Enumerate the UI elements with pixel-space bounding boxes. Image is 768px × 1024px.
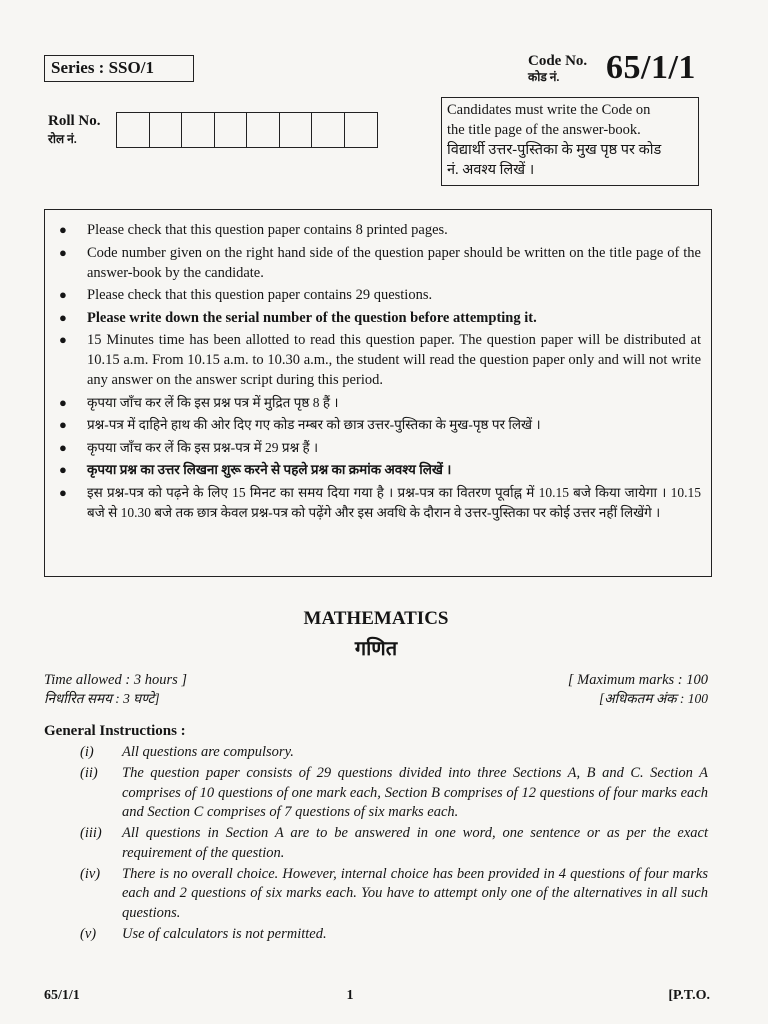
general-instruction-item (80, 865, 708, 924)
general-instruction-item (80, 743, 708, 763)
instruction-number: (i) (80, 744, 94, 760)
subject-title-hindi: गणित (354, 638, 398, 660)
general-instruction-text: There is no overall choice. However, internal choice has been provided in 4 questions of four marks each and 2 questions of six marks each. You have to attempt only one of the alternatives in all such questions. (122, 865, 708, 921)
bullet-icon: ● (59, 309, 67, 325)
pto-label: [P.T.O. (668, 988, 710, 1003)
subject-title: MATHEMATICS (303, 608, 449, 629)
instruction-text: कृपया जाँच कर लें कि इस प्रश्न पत्र में मुद्रित पृष्ठ 8 हैं । (87, 394, 339, 410)
instruction-item (59, 308, 701, 328)
general-instruction-text: All questions are compulsory. (122, 744, 294, 760)
general-instructions-heading: General Instructions : (44, 723, 186, 739)
instruction-item (59, 483, 701, 523)
instruction-item (59, 460, 701, 480)
time-allowed: Time allowed : 3 hours ] (44, 672, 187, 688)
general-instruction-text: The question paper consists of 29 questions divided into three Sections A, B and C. Section A comprises of 10 questions of one mark each, Section B comprises of 12 questions of four marks each and Section C comprises of 7 questions of six marks each. (122, 765, 708, 820)
roll-number-cell[interactable] (247, 113, 280, 147)
candidate-code-note (441, 97, 699, 186)
instruction-text: कृपया प्रश्न का उत्तर लिखना शुरू करने से पहले प्रश्न का क्रमांक अवश्य लिखें । (87, 462, 452, 477)
bullet-icon: ● (59, 462, 67, 477)
bullet-icon: ● (59, 394, 67, 410)
instruction-item (59, 285, 701, 305)
bullet-icon: ● (59, 439, 67, 455)
general-instruction-text: Use of calculators is not permitted. (122, 925, 327, 942)
bullet-icon: ● (59, 244, 67, 260)
roll-number-boxes[interactable] (116, 112, 378, 148)
roll-number-cell[interactable] (312, 113, 345, 147)
instruction-number: (iii) (80, 825, 102, 841)
page-number: 1 (346, 988, 354, 1003)
instruction-text: Please check that this question paper contains 8 printed pages. (87, 222, 448, 238)
candidate-note-line: विद्यार्थी उत्तर-पुस्तिका के मुख पृष्ठ पर कोड (447, 142, 662, 158)
instruction-text: इस प्रश्न-पत्र को पढ़ने के लिए 15 मिनट का समय दिया गया है । प्रश्न-पत्र का वितरण पूर्वाह्न में 10.15 बजे किया जायेगा । 10.15 बजे से 10.30 बजे तक छात्र केवल प्रश्न-पत्र को पढ़ेंगे और इस अवधि के दौरान वे उत्तर-पुस्तिका पर कोई उत्तर नहीं लिखेंगे । (87, 484, 701, 520)
general-instruction-item (80, 925, 708, 945)
instruction-item (59, 415, 701, 435)
candidate-note-line: नं. अवश्य लिखें । (447, 162, 535, 178)
maximum-marks-hindi: [अधिकतम अंक : 100 (598, 691, 708, 706)
instruction-text: Please check that this question paper contains 29 questions. (87, 287, 433, 303)
instruction-text: कृपया जाँच कर लें कि इस प्रश्न-पत्र में 29 प्रश्न हैं । (87, 439, 319, 455)
series-label: Series : SSO/1 (44, 55, 194, 82)
code-number-value: 65/1/1 (606, 49, 696, 86)
code-number-label-hindi: कोड नं. (528, 70, 560, 84)
footer-code: 65/1/1 (44, 988, 80, 1003)
general-instruction-item (80, 824, 708, 863)
instruction-item (59, 220, 701, 240)
instruction-item (59, 330, 701, 390)
bullet-icon: ● (59, 222, 67, 237)
bullet-icon: ● (59, 287, 67, 302)
instruction-item (59, 438, 701, 458)
roll-number-cell[interactable] (215, 113, 248, 147)
instruction-text: प्रश्न-पत्र में दाहिने हाथ की ओर दिए गए कोड नम्बर को छात्र उत्तर-पुस्तिका के मुख-पृष्ठ पर लिखें । (87, 417, 541, 432)
instruction-item (59, 393, 701, 413)
bullet-icon: ● (59, 417, 67, 432)
roll-number-cell[interactable] (150, 113, 183, 147)
instruction-number: (ii) (80, 765, 98, 781)
roll-number-cell[interactable] (182, 113, 215, 147)
roll-number-label-hindi: रोल नं. (48, 132, 77, 146)
roll-number-cell[interactable] (117, 113, 150, 147)
code-number-label: Code No. (528, 53, 588, 69)
instruction-item (59, 243, 701, 283)
maximum-marks: [ Maximum marks : 100 (567, 672, 708, 688)
candidate-note-line: Candidates must write the Code on (447, 102, 651, 118)
instruction-text: 15 Minutes time has been allotted to read this question paper. The question paper will be distributed at 10.15 a.m. From 10.15 a.m. to 10.30 a.m., the student will read the question paper only and will not write any answer on the answer script during this period. (87, 332, 701, 388)
general-instruction-text: All questions in Section A are to be answered in one word, one sentence or as per the exact requirement of the question. (122, 825, 708, 861)
candidate-note-line: the title page of the answer-book. (447, 122, 641, 138)
instruction-text: Please write down the serial number of the question before attempting it. (87, 309, 537, 326)
general-instruction-item (80, 764, 708, 823)
instructions-box (44, 209, 712, 577)
instruction-number: (iv) (80, 865, 101, 882)
time-allowed-hindi: निर्धारित समय : 3 घण्टे] (44, 691, 160, 706)
bullet-icon: ● (59, 484, 67, 500)
bullet-icon: ● (59, 332, 67, 347)
instruction-number: (v) (80, 925, 97, 942)
general-instructions-list (80, 743, 708, 946)
roll-number-label: Roll No. (48, 113, 101, 129)
roll-number-cell[interactable] (345, 113, 378, 147)
roll-number-cell[interactable] (280, 113, 313, 147)
instruction-text: Code number given on the right hand side of the question paper should be written on the title page of the answer-book by the candidate. (87, 244, 701, 281)
